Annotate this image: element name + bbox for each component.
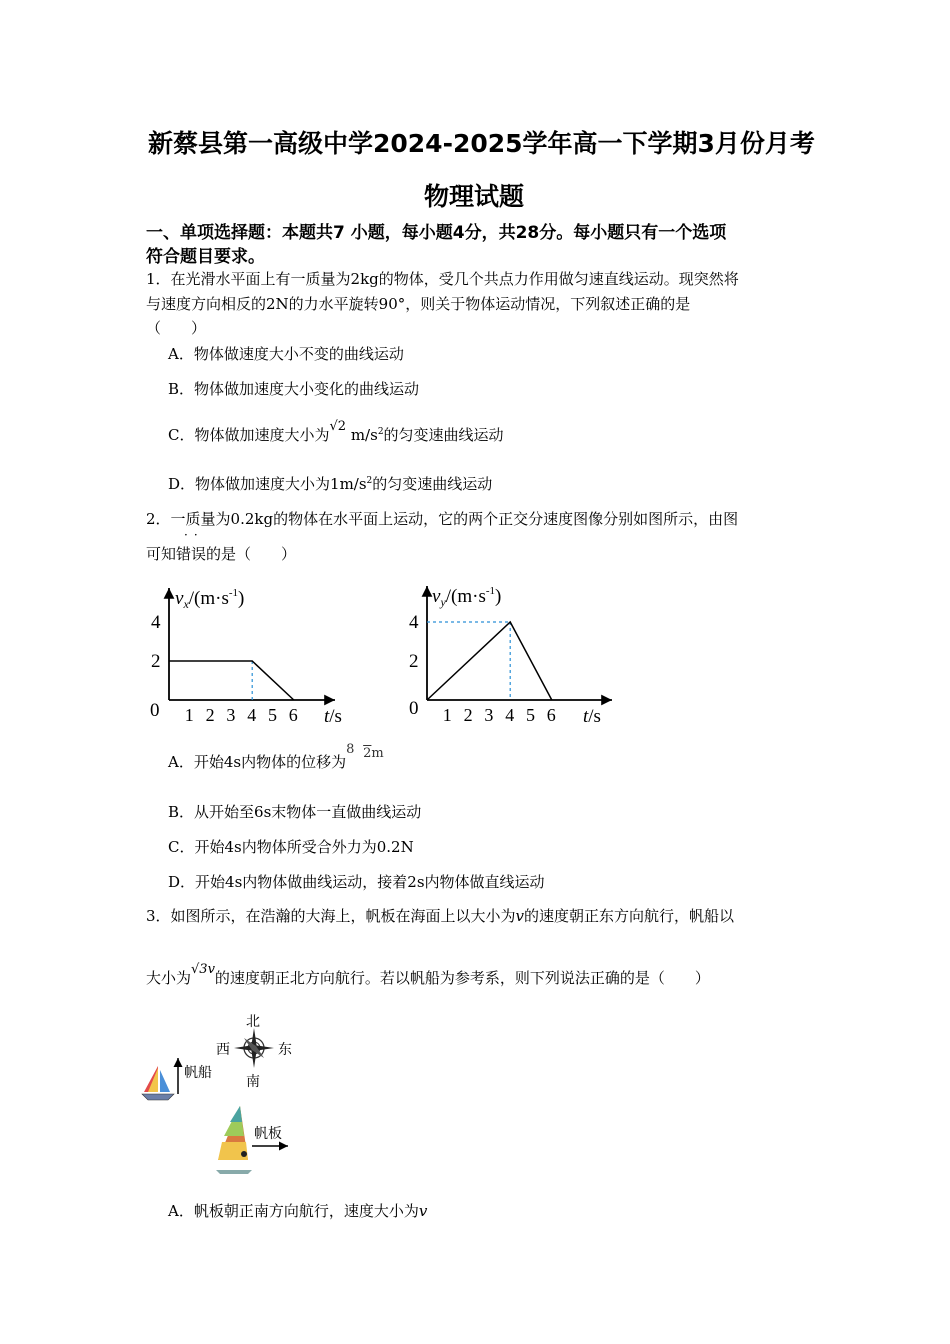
vy-x-ticks [443, 705, 556, 725]
q3-stem-v: v [515, 907, 525, 925]
vy-x-tick-5: 5 [526, 705, 535, 725]
windsurfer-label: 帆板 [254, 1127, 282, 1142]
compass-west-label: 西 [216, 1043, 230, 1058]
q3-stem-line2 [146, 962, 710, 990]
vy-origin-label: 0 [409, 698, 419, 719]
q1-option-d-exp: 2 [366, 476, 373, 486]
vy-y-label: $v_y/(m\cdot s^{-1})$ [432, 585, 502, 609]
vx-y-tick-2: 2 [151, 651, 161, 672]
q1-option-d-suffix: 的匀变速曲线运动 [372, 475, 493, 493]
vx-x-label: t/s [324, 706, 342, 727]
q2-option-a-radicand: 2 [363, 746, 372, 761]
q2-stem-line2 [146, 544, 296, 564]
sailboat-icon [142, 1066, 174, 1100]
q1-option-c [168, 419, 504, 445]
q1-option-d [168, 473, 492, 494]
q3-stem-line2-post: 的速度朝正北方向航行。若以帆船为参考系，则下列说法正确的是（ ） [214, 969, 710, 987]
vx-y-ticks [151, 612, 161, 672]
vy-x-tick-4: 4 [505, 705, 515, 725]
q2-emphasis-dots: ·· [184, 528, 204, 542]
q2-option-a-unit: m [371, 746, 384, 761]
section-header-line1: 一、单项选择题：本题共7 小题，每小题4分，共28分。每小题只有一个选项 [146, 223, 727, 243]
q2-option-c: C．开始4s内物体所受合外力为0.2N [168, 838, 414, 856]
vy-time-chart [400, 578, 630, 728]
vy-x-tick-2: 2 [463, 705, 473, 725]
q1-stem-line1: 1．在光滑水平面上有一质量为2kg的物体，受几个共点力作用做匀速直线运动。现突然将 [146, 270, 739, 288]
vy-y-ticks [409, 612, 419, 672]
q3-stem-line1-post: 的速度朝正东方向航行，帆船以 [524, 907, 735, 925]
q1-option-c-exp: 2 [377, 427, 384, 437]
q3-option-a-prefix: A．帆板朝正南方向航行，速度大小为 [168, 1202, 419, 1220]
section-header-line2: 符合题目要求。 [146, 247, 265, 267]
q2-stem-line2-post: 的是（ ） [206, 545, 297, 563]
q1-option-b: B．物体做加速度大小变化的曲线运动 [168, 380, 420, 398]
vy-x-tick-1: 1 [442, 705, 452, 725]
q2-option-a-sqrt [363, 746, 384, 761]
vx-x-tick-2: 2 [205, 705, 215, 725]
vy-x-tick-6: 6 [546, 705, 556, 725]
q3-option-a [168, 1200, 427, 1221]
q1-option-d-prefix: D．物体做加速度大小为1m/s [168, 475, 367, 493]
q2-stem-line1: 2．一质量为0.2kg的物体在水平面上运动，它的两个正交分速度图像分别如图所示，由图 [146, 510, 739, 528]
compass-north-label: 北 [246, 1015, 260, 1030]
q2-option-a-num: 8 [346, 742, 355, 757]
q1-option-c-prefix: C．物体做加速度大小为 [168, 426, 330, 444]
sailboat-label: 帆船 [184, 1066, 212, 1081]
q1-option-a: A．物体做速度大小不变的曲线运动 [168, 345, 404, 363]
q2-option-a-prefix: A．开始4s内物体的位移为 [168, 753, 347, 771]
compass-east-label: 东 [278, 1043, 292, 1058]
vx-time-chart [140, 578, 370, 728]
q3-stem-sqrt3v: √3v [191, 962, 215, 977]
vx-x-tick-6: 6 [288, 705, 298, 725]
vy-y-tick-2: 2 [409, 651, 419, 672]
compass-rose-icon [234, 1028, 274, 1068]
vx-x-tick-1: 1 [184, 705, 194, 725]
vx-x-ticks [185, 705, 298, 725]
vx-y-tick-4: 4 [151, 612, 161, 633]
vy-x-tick-3: 3 [484, 705, 494, 725]
q1-option-c-suffix: 的匀变速曲线运动 [383, 426, 504, 444]
q2-option-b: B．从开始至6s末物体一直做曲线运动 [168, 803, 422, 821]
q1-stem-line2: 与速度方向相反的2N的力水平旋转90°，则关于物体运动情况，下列叙述正确的是 [146, 295, 691, 313]
vx-x-tick-3: 3 [226, 705, 236, 725]
vx-series-line [169, 661, 294, 700]
q3-stem-line1 [146, 906, 734, 926]
q1-answer-bracket: （ ） [146, 319, 207, 337]
q3-stem-line2-pre: 大小为 [146, 969, 192, 987]
q2-stem-line2-pre: 可知 [146, 545, 177, 563]
vx-origin-label: 0 [150, 700, 160, 721]
compass-south-label: 南 [246, 1075, 260, 1090]
q1-option-c-sqrt: √2 [329, 419, 347, 434]
vx-y-label: $v_x/(m\cdot s^{-1})$ [175, 587, 245, 611]
q2-option-d: D．开始4s内物体做曲线运动，接着2s内物体做直线运动 [168, 873, 545, 891]
q3-stem-line1-pre: 3．如图所示，在浩瀚的大海上，帆板在海面上以大小为 [146, 907, 516, 925]
q1-option-c-unit: m/s [350, 426, 378, 444]
q3-figure [140, 1010, 310, 1185]
vy-series-line [427, 622, 552, 700]
vy-y-tick-4: 4 [409, 612, 419, 633]
windsurfer-icon [216, 1106, 252, 1174]
exam-title-line2: 物理试题 [424, 182, 525, 211]
q2-option-a [168, 742, 384, 772]
vy-x-label: t/s [583, 706, 601, 727]
q3-option-a-v: v [418, 1202, 428, 1220]
vx-x-tick-5: 5 [268, 705, 277, 725]
q2-stem-emphasis: 错误 [176, 545, 207, 563]
exam-title-line1: 新蔡县第一高级中学2024-2025学年高一下学期3月份月考 [148, 129, 815, 158]
vx-x-tick-4: 4 [247, 705, 257, 725]
